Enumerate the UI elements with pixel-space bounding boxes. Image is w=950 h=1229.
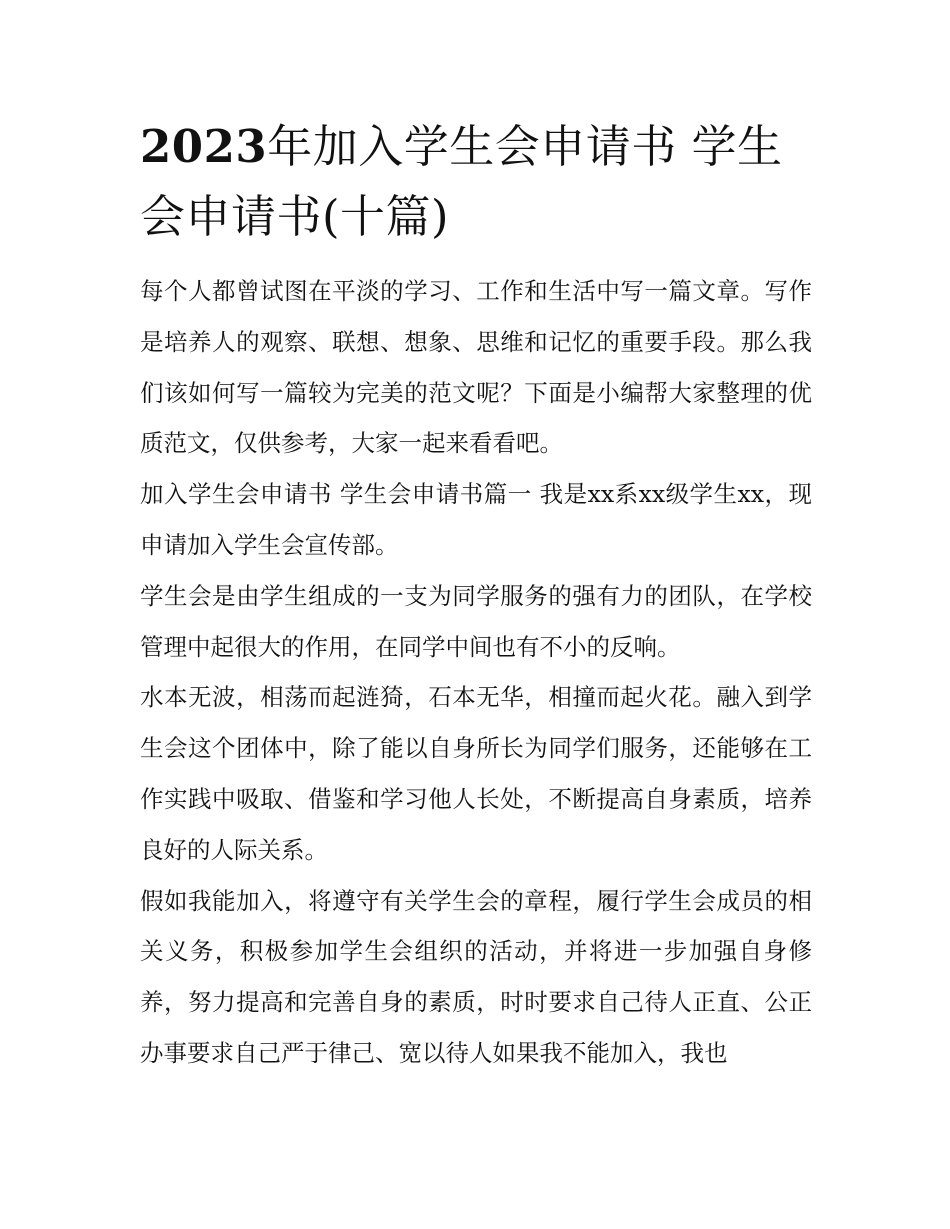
title-year: 2023 [140,120,268,173]
document-page [140,112,812,1079]
document-title [140,112,812,252]
paragraph-motivation: 水本无波，相荡而起涟猗，石本无华，相撞而起火花。融入到学生会这个团体中，除了能以自身所长为同学们服务，还能够在工作实践中吸取、借鉴和学习他人长处，不断提高自身素质，培养良好的人际关系。 [140,683,812,864]
title-text: 年加入学生会申请书 学生会申请书(十篇) [140,120,783,243]
paragraph-intro: 每个人都曾试图在平淡的学习、工作和生活中写一篇文章。写作是培养人的观察、联想、想象、思维和记忆的重要手段。那么我们该如何写一篇较为完美的范文呢？下面是小编帮大家整理的优质范文，仅供参考，大家一起来看看吧。 [140,277,812,458]
paragraph-application: 加入学生会申请书 学生会申请书篇一 我是xx系xx级学生xx，现申请加入学生会宣传部。 [140,480,812,559]
paragraph-student-union: 学生会是由学生组成的一支为同学服务的强有力的团队，在学校管理中起很大的作用，在同学中间也有不小的反响。 [140,581,812,661]
paragraph-commitment: 假如我能加入，将遵守有关学生会的章程，履行学生会成员的相关义务，积极参加学生会组织的活动，并将进一步加强自身修养，努力提高和完善自身的素质，时时要求自己待人正直、公正办事要求自己严于律己、宽以待人如果我不能加入，我也 [140,886,812,1067]
